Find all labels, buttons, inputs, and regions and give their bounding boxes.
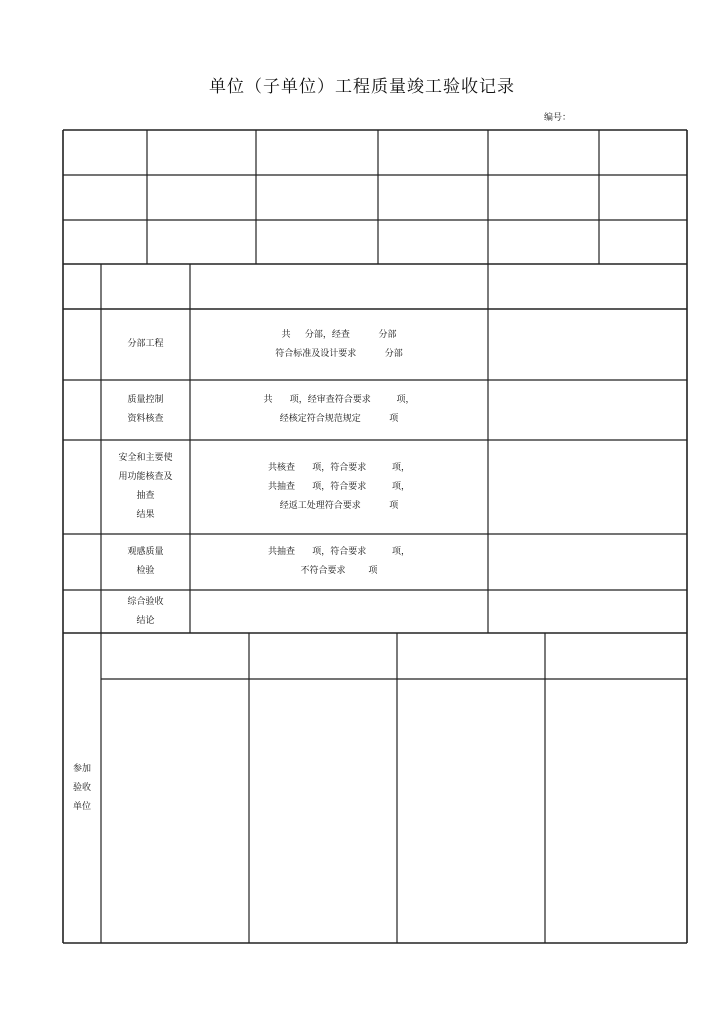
serial-number-label: 编号： [544, 113, 572, 123]
record-line: 共核查 项，符合要求 项， [268, 462, 410, 473]
item-name-line: 结论 [136, 615, 155, 626]
header-serial-no [63, 264, 101, 309]
participants-label [63, 633, 101, 943]
item-serial-no [63, 309, 101, 380]
item-name-line: 综合验收 [127, 596, 164, 607]
item-name-line: 用功能核查及 [118, 472, 173, 482]
page-title: 单位（子单位）工程质量竣工验收记录 [209, 77, 515, 97]
item-name [101, 440, 190, 534]
item-name [101, 590, 190, 633]
owner-unit-header [101, 633, 249, 679]
project-tech-leader-value[interactable] [378, 220, 488, 264]
item-name-line: 质量控制 [127, 395, 164, 405]
item-name-line: 检验 [136, 566, 155, 576]
construction-unit-label [63, 175, 147, 220]
supervision-unit-seal [545, 768, 687, 782]
construction-unit-value[interactable] [147, 175, 256, 220]
design-unit-date [249, 900, 397, 914]
project-tech-leader-label [256, 220, 378, 264]
project-name-value[interactable] [147, 130, 256, 175]
participants-label-line: 参加 [72, 763, 91, 774]
item-name-line: 安全和主要使 [118, 453, 173, 463]
item-name [101, 309, 190, 380]
item-conclusion[interactable] [488, 590, 687, 633]
item-name-line: 结果 [136, 510, 155, 520]
record-line: 经返工处理符合要求 项 [279, 500, 399, 511]
type-label [256, 130, 378, 175]
item-serial-no [63, 380, 101, 440]
item-serial-no [63, 440, 101, 534]
owner-unit-seal [101, 758, 249, 772]
item-name-line: 资料核查 [127, 414, 164, 424]
item-record [190, 380, 488, 440]
design-unit-seal [249, 768, 397, 782]
design-unit-header [249, 633, 397, 679]
item-name [101, 534, 190, 590]
item-conclusion[interactable] [488, 440, 687, 534]
construction-unit-project-leader [403, 843, 545, 857]
participants-label-line: 单位 [72, 801, 91, 812]
item-name-line: 抽查 [136, 491, 155, 501]
item-name-line: 分部工程 [127, 339, 164, 349]
tech-leader-label [256, 175, 378, 220]
construction-unit-seal [397, 768, 545, 782]
record-line: 符合标准及设计要求 分部 [275, 348, 403, 359]
record-line: 共 分部，经查 分部 [281, 329, 397, 340]
record-line: 共 项，经审查符合要求 项， [263, 395, 415, 405]
project-cost-value[interactable] [599, 130, 687, 175]
item-name-line: 观感质量 [127, 547, 164, 557]
header-item [101, 264, 190, 309]
header-record [190, 264, 488, 309]
record-line: 共抽查 项，符合要求 项， [268, 481, 410, 492]
project-cost-label [488, 130, 599, 175]
project-manager-label [63, 220, 147, 264]
design-unit-project-leader [255, 843, 397, 857]
type-value[interactable] [378, 130, 488, 175]
supervision-unit-project-leader [551, 843, 687, 857]
item-serial-no [63, 534, 101, 590]
item-serial-no [63, 590, 101, 633]
item-record [190, 440, 488, 534]
construction-unit-date [397, 900, 545, 914]
item-name [101, 380, 190, 440]
start-date-value[interactable] [599, 175, 687, 220]
item-conclusion[interactable] [488, 309, 687, 380]
start-date-label [488, 175, 599, 220]
item-record [190, 590, 488, 633]
supervision-unit-header [545, 633, 687, 679]
completion-date-label [488, 220, 599, 264]
item-conclusion[interactable] [488, 534, 687, 590]
project-name-label [63, 130, 147, 175]
header-conclusion [488, 264, 687, 309]
item-record [190, 309, 488, 380]
record-line: 共抽查 项，符合要求 项， [268, 547, 410, 557]
construction-unit-header [397, 633, 545, 679]
item-conclusion[interactable] [488, 380, 687, 440]
item-record [190, 534, 488, 590]
record-line: 经核定符合规范规定 项 [279, 414, 399, 424]
participants-label-line: 验收 [72, 782, 91, 793]
supervision-unit-date [545, 900, 687, 914]
completion-date-value[interactable] [599, 220, 687, 264]
record-line: 不符合要求 项 [300, 566, 378, 576]
tech-leader-value[interactable] [378, 175, 488, 220]
project-manager-value[interactable] [147, 220, 256, 264]
owner-unit-project-leader [107, 834, 249, 848]
